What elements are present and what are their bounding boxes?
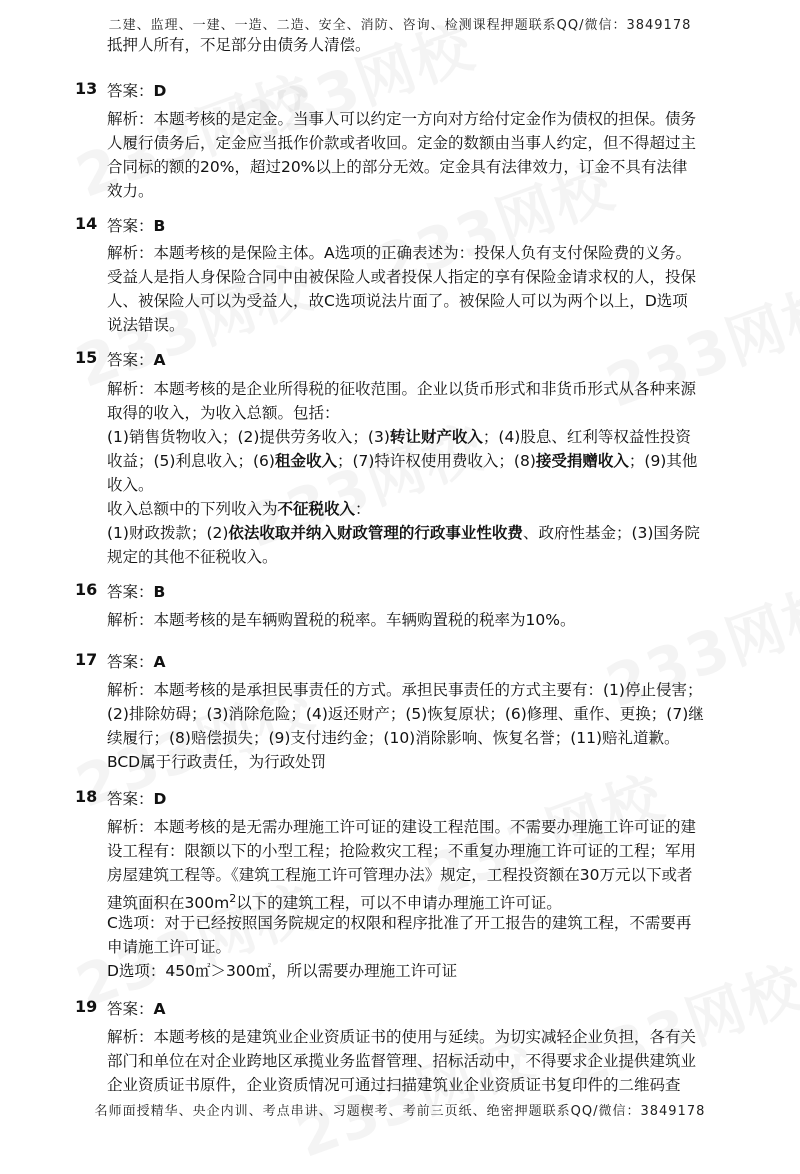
explanation-line: 部门和单位在对企业跨地区承揽业务监督管理、招标活动中，不得要求企业提供建筑业 xyxy=(107,1052,697,1070)
explanation-line: 企业资质证书原件，企业资质情况可通过扫描建筑业企业资质证书复印件的二维码查 xyxy=(107,1076,681,1094)
bold-term: 接受捐赠收入 xyxy=(535,452,629,470)
explanation-line: 解析：本题考核的是承担民事责任的方式。承担民事责任的方式主要有：(1)停止侵害； xyxy=(107,681,703,699)
question-number: 19 xyxy=(75,997,98,1016)
bold-term: 依法收取并纳入财政管理的行政事业性收费 xyxy=(228,524,523,542)
answer-value: A xyxy=(153,1000,166,1018)
explanation-line: 房屋建筑工程等。《建筑工程施工许可管理办法》规定，工程投资额在30万元以下或者 xyxy=(107,866,693,884)
explanation-line: 设工程有：限额以下的小型工程；抢险救灾工程；不重复办理施工许可证的工程；军用 xyxy=(107,842,697,860)
answer-value: A xyxy=(153,653,166,671)
answer-line xyxy=(107,787,166,809)
text-span: (1)销售货物收入；(2)提供劳务收入；(3) xyxy=(107,428,390,446)
question-number: 14 xyxy=(75,214,98,233)
explanation-line: 效力。 xyxy=(107,182,154,200)
explanation-line xyxy=(107,888,562,914)
answer-label: 答案： xyxy=(107,217,154,235)
explanation-line xyxy=(107,426,691,448)
answer-line xyxy=(107,997,166,1019)
answer-label: 答案： xyxy=(107,1000,154,1018)
bold-term: 不征税收入 xyxy=(277,500,356,518)
answer-label: 答案： xyxy=(107,790,154,808)
answer-value: D xyxy=(153,82,167,100)
text-span: 收入总额中的下列收入为 xyxy=(107,500,278,518)
answer-line xyxy=(107,214,165,236)
explanation-line: 续履行；(8)赔偿损失；(9)支付违约金；(10)消除影响、恢复名誉；(11)赔礼道歉。 xyxy=(107,729,680,747)
question-number: 13 xyxy=(75,79,98,98)
answer-line xyxy=(107,348,166,370)
answer-value: D xyxy=(153,790,167,808)
answer-line xyxy=(107,650,166,672)
explanation-line: 解析：本题考核的是企业所得税的征收范围。企业以货币形式和非货币形式从各种来源 xyxy=(107,380,697,398)
answer-label: 答案： xyxy=(107,583,154,601)
page-footer: 名师面授精华、央企内训、考点串讲、习题楔考、考前三页纸、绝密押题联系QQ/微信：3849178 xyxy=(94,1104,706,1119)
explanation-line: 规定的其他不征税收入。 xyxy=(107,548,278,566)
text-span: 以下的建筑工程，可以不申请办理施工许可证。 xyxy=(236,894,562,913)
explanation-line: 人履行债务后，定金应当抵作价款或者收回。定金的数额由当事人约定，但不得超过主 xyxy=(107,134,697,152)
answer-line xyxy=(107,580,165,602)
explanation-line xyxy=(107,522,700,544)
explanation-line: (2)排除妨碍；(3)消除危险；(4)返还财产；(5)恢复原状；(6)修理、重作、更换；(7)继 xyxy=(107,705,704,723)
explanation-line xyxy=(107,498,371,520)
explanation-line: 解析：本题考核的是车辆购置税的税率。车辆购置税的税率为10%。 xyxy=(107,611,576,629)
text-span: ；(7)特许权使用费收入；(8) xyxy=(336,452,536,470)
explanation-line: 受益人是指人身保险合同中由被保险人或者投保人指定的享有保险金请求权的人，投保 xyxy=(107,268,697,286)
text-span: ；(9)其他 xyxy=(628,452,698,470)
text-span: 、政府性基金；(3)国务院 xyxy=(522,524,700,542)
answer-label: 答案： xyxy=(107,653,154,671)
explanation-line: 说法错误。 xyxy=(107,316,185,334)
explanation-line: BCD属于行政责任，为行政处罚 xyxy=(107,753,327,771)
explanation-line xyxy=(107,450,697,472)
question-number: 18 xyxy=(75,787,98,806)
explanation-line: 解析：本题考核的是定金。当事人可以约定一方向对方给付定金作为债权的担保。债务 xyxy=(107,110,697,128)
explanation-line: 解析：本题考核的是无需办理施工许可证的建设工程范围。不需要办理施工许可证的建 xyxy=(107,818,697,836)
explanation-line: 取得的收入，为收入总额。包括： xyxy=(107,404,340,422)
explanation-line: 解析：本题考核的是建筑业企业资质证书的使用与延续。为切实减轻企业负担，各有关 xyxy=(107,1028,697,1046)
explanation-line: 收入。 xyxy=(107,476,154,494)
text-span: ；(4)股息、红利等权益性投资 xyxy=(482,428,691,446)
question-number: 15 xyxy=(75,348,98,367)
explanation-line: 人、被保险人可以为受益人，故C选项说法片面了。被保险人可以为两个以上，D选项 xyxy=(107,292,688,310)
question-number: 16 xyxy=(75,580,98,599)
text-span: (6) xyxy=(252,452,275,470)
explanation-line: D选项：450㎡＞300㎡，所以需要办理施工许可证 xyxy=(107,962,458,980)
page-header: 二建、监理、一建、一造、二造、安全、消防、咨询、检测课程押题联系QQ/微信：3849178 xyxy=(108,18,692,33)
answer-value: A xyxy=(153,351,166,369)
text-span: ： xyxy=(355,500,371,518)
explanation-line: 解析：本题考核的是保险主体。A选项的正确表述为：投保人负有支付保险费的义务。 xyxy=(107,244,692,262)
text-span: 收益；(5)利息收入； xyxy=(107,452,253,470)
answer-line xyxy=(107,79,166,101)
superscript: 2 xyxy=(229,892,237,905)
answer-value: B xyxy=(153,217,166,235)
text-span: (1)财政拨款；(2) xyxy=(107,524,229,542)
question-number: 17 xyxy=(75,650,98,669)
answer-label: 答案： xyxy=(107,82,154,100)
explanation-line: C选项：对于已经按照国务院规定的权限和程序批准了开工报告的建筑工程，不需要再 xyxy=(107,914,692,932)
bold-term: 租金收入 xyxy=(274,452,337,470)
bold-term: 转让财产收入 xyxy=(389,428,483,446)
explanation-line: 合同标的额的20%，超过20%以上的部分无效。定金具有法律效力，订金不具有法律 xyxy=(107,158,688,176)
text-span: 建筑面积在300m xyxy=(107,894,230,913)
intro-line: 抵押人所有，不足部分由债务人清偿。 xyxy=(107,36,371,54)
answer-value: B xyxy=(153,583,166,601)
explanation-line: 申请施工许可证。 xyxy=(107,938,232,956)
answer-label: 答案： xyxy=(107,351,154,369)
